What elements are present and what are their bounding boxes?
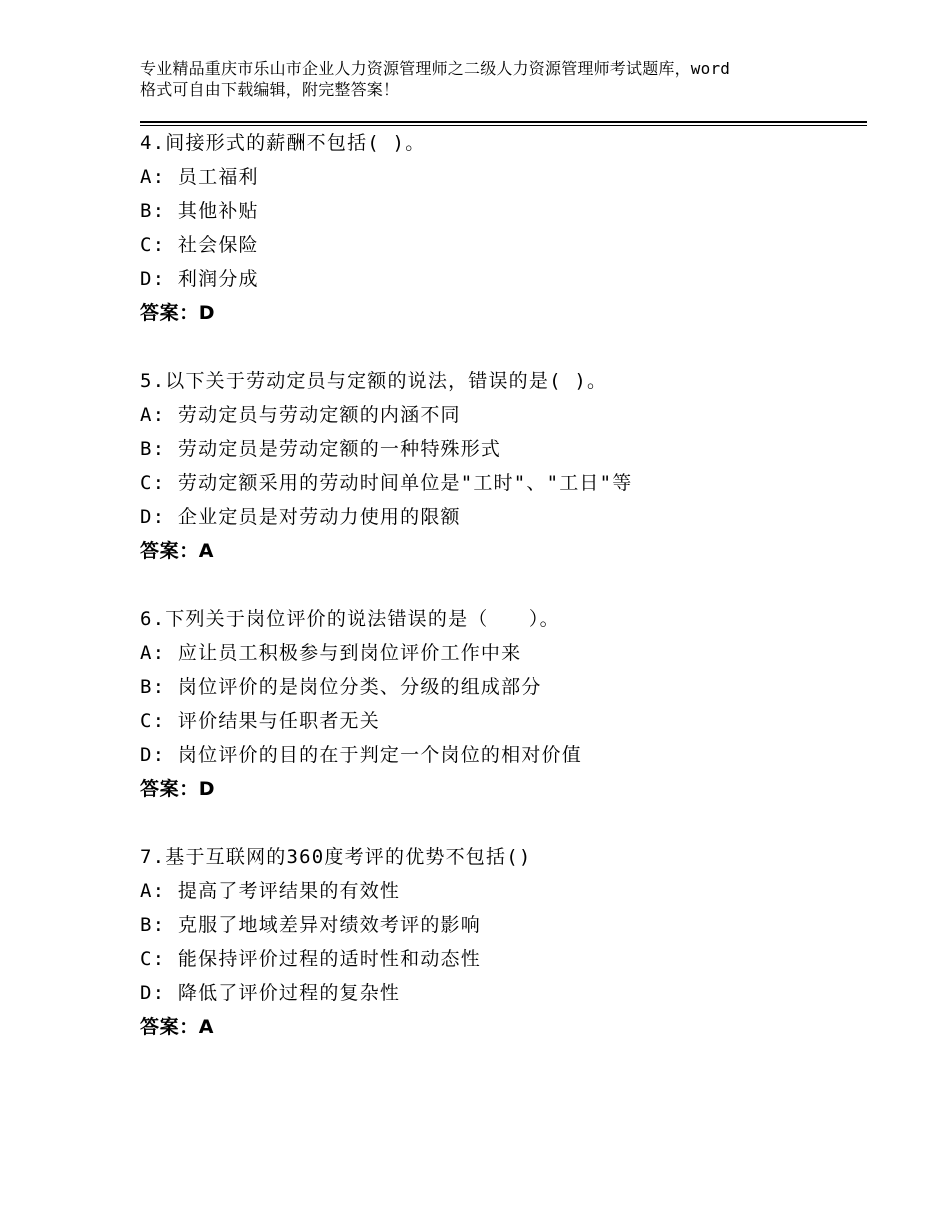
answer-line: 答案：A <box>140 1016 215 1038</box>
option-a: A: 劳动定员与劳动定额的内涵不同 <box>140 404 461 426</box>
answer-line: 答案：D <box>140 778 216 800</box>
option-b: B: 克服了地域差异对绩效考评的影响 <box>140 914 481 936</box>
answer-line: 答案：D <box>140 302 216 324</box>
option-a: A: 应让员工积极参与到岗位评价工作中来 <box>140 642 522 664</box>
option-a: A: 提高了考评结果的有效性 <box>140 880 401 902</box>
question-stem: 6.下列关于岗位评价的说法错误的是（ ）。 <box>140 608 560 630</box>
option-c: C: 能保持评价过程的适时性和动态性 <box>140 948 481 970</box>
option-a: A: 员工福利 <box>140 166 259 188</box>
option-b: B: 劳动定员是劳动定额的一种特殊形式 <box>140 438 502 460</box>
option-d: D: 降低了评价过程的复杂性 <box>140 982 401 1004</box>
question-item <box>140 602 867 806</box>
header-divider-thick <box>140 121 867 123</box>
option-b: B: 岗位评价的是岗位分类、分级的组成部分 <box>140 676 542 698</box>
question-stem: 7.基于互联网的360度考评的优势不包括() <box>140 846 532 868</box>
question-stem: 5.以下关于劳动定员与定额的说法，错误的是( )。 <box>140 370 608 392</box>
option-b: B: 其他补贴 <box>140 200 259 222</box>
option-d: D: 利润分成 <box>140 268 259 290</box>
question-item <box>140 126 867 330</box>
answer-line: 答案：A <box>140 540 215 562</box>
option-c: C: 社会保险 <box>140 234 259 256</box>
question-stem: 4.间接形式的薪酬不包括( )。 <box>140 132 426 154</box>
document-header: 专业精品重庆市乐山市企业人力资源管理师之二级人力资源管理师考试题库，word 格式可自由下载编辑，附完整答案！ <box>140 59 731 99</box>
option-d: D: 岗位评价的目的在于判定一个岗位的相对价值 <box>140 744 582 766</box>
option-c: C: 评价结果与任职者无关 <box>140 710 380 732</box>
option-d: D: 企业定员是对劳动力使用的限额 <box>140 506 461 528</box>
question-list <box>140 126 867 1044</box>
question-item <box>140 364 867 568</box>
option-c: C: 劳动定额采用的劳动时间单位是"工时"、"工日"等 <box>140 472 633 494</box>
question-item <box>140 840 867 1044</box>
